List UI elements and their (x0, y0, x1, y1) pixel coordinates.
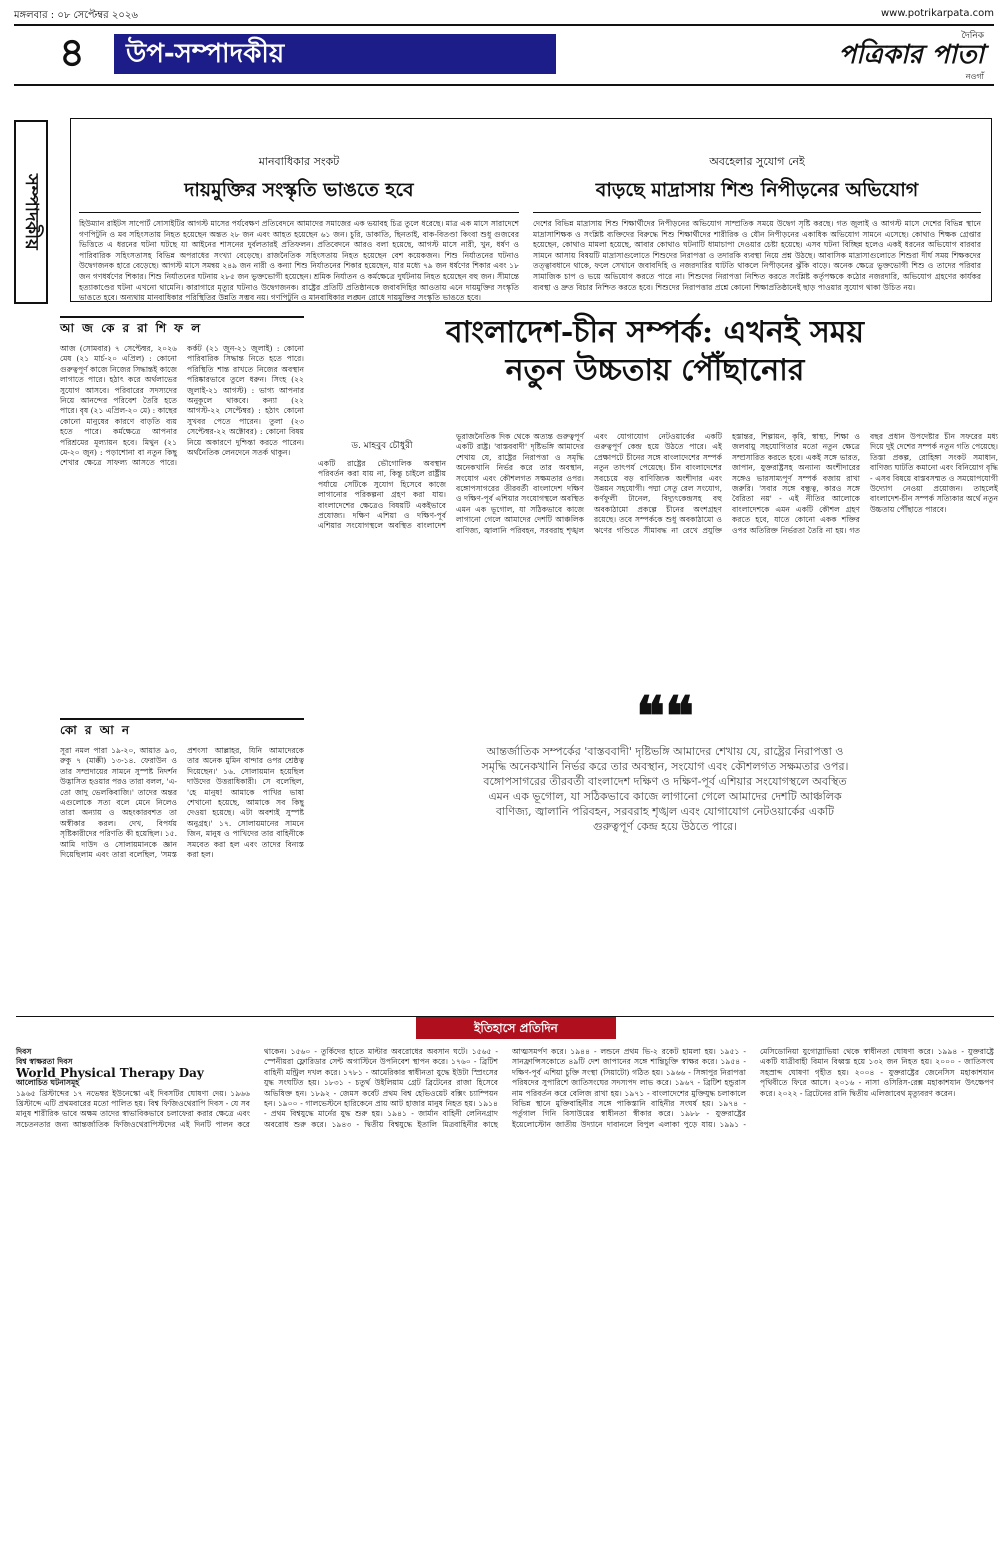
newspaper-logo (814, 31, 984, 81)
article-headline (312, 314, 998, 420)
editorial-box (70, 118, 992, 302)
editorial-right-body: দেশের বিভিন্ন মাদ্রাসায় শিশু শিক্ষার্থীদের নিপীড়নের অভিযোগ সাম্প্রতিক সময়ে উদ্বেগ সৃষ্টি করছে। গত জুলাই ও আগস্ট মাসে দেশের বিভিন্ন স্থানে মাদ্রাসাশিক্ষক ও সংশ্লিষ্ট ব্যক্তিদের বিরুদ্ধে শিশু শিক্ষার্থীদের শারীরিক ও যৌন নিপীড়নের একাধিক অভিযোগ সামনে এসেছে। কোথাও শিক্ষক গ্রেপ্তার হয়েছেন, কোথাও মামলা হয়েছে, আবার কোথাও ঘটনাটি ধামাচাপা দেওয়ার চেষ্টা হয়েছে। এসব ঘটনা বিচ্ছিন্ন হলেও একই ধরনের অভিযোগ বারবার সামনে আসায় বিষয়টি মাদ্রাসাগুলোতে শিশুদের নিরাপত্তা ও তদারকি ব্যবস্থা নিয়ে প্রশ্ন উঠছে। আবাসিক মাদ্রাসাগুলোতে শিশুরা দীর্ঘ সময় শিক্ষকদের তত্ত্বাবধানে থাকে, ফলে সেখানে জবাবদিহি ও নজরদারির ঘাটতি থাকলে নিপীড়নের ঝুঁকি বাড়ে। অনেক ক্ষেত্রে ভুক্তভোগী শিশু ও তাদের পরিবার সামাজিক চাপ ও ভয়ে অভিযোগ করতে পারে না। শিশুদের নিরাপত্তা নিশ্চিত করতে সংশ্লিষ্ট কর্তৃপক্ষকে কঠোর নজরদারি, অভিযোগ গ্রহণের কার্যকর ব্যবস্থা ও দ্রুত বিচার নিশ্চিত করতে হবে। শিশুদের নিরাপত্তার প্রশ্নে কোনো শিক্ষাপ্রতিষ্ঠানেই ছাড় পাওয়ার সুযোগ থাকা উচিত নয়। (533, 219, 981, 292)
horoscope-body: আজ (সোমবার) ৭ সেপ্টেম্বর, ২০২৬ মেষ (২১ মার্চ-২০ এপ্রিল) : কোনো গুরুত্বপূর্ণ কাজে নিজের সিদ্ধান্তই কাজে লাগাতে পারে। হঠাৎ করে অর্থলাভের সুযোগ আসবে। পরিবারের সদস্যদের নিয়ে আনন্দের পরিবেশ তৈরি হতে পারে। বৃষ (২১ এপ্রিল-২০ মে) : কাছের কোনো মানুষের কারণে বাড়তি ব্যয় হতে পারে। কর্মক্ষেত্রে আপনার পরিশ্রমের মূল্যায়ন হবে। মিথুন (২১ মে-২০ জুন) : পড়াশোনা বা নতুন কিছু শেখার ক্ষেত্রে সাফল্য আসতে পারে। কর্কট (২১ জুন-২১ জুলাই) : কোনো পারিবারিক সিদ্ধান্ত নিতে হতে পারে। পরিস্থিতি শান্ত রাখতে নিজের অবস্থান পরিষ্কারভাবে তুলে ধরুন। সিংহ (২২ জুলাই-২১ আগস্ট) : ভাগ্য আপনার অনুকূলে থাকবে। কন্যা (২২ আগস্ট-২২ সেপ্টেম্বর) : হঠাৎ কোনো সুখবর পেতে পারেন। তুলা (২৩ সেপ্টেম্বর-২২ অক্টোবর) : কোনো বিষয় নিয়ে অকারণে দুশ্চিন্তা করতে পারেন। অর্থনৈতিক লেনদেনে সতর্ক থাকুন। (60, 344, 304, 468)
history-text: ১৯৬৫ খ্রিস্টাব্দের ১৭ নভেম্বর ইউনেস্কো এই দিবসটির ঘোষণা দেয়। ১৯৬৬ খ্রিস্টাব্দে এটি প্রথমবারের মতো পালিত হয়। বিশ্ব ফিজিওথেরাপি দিবস - যে সব মানুষ শারীরিক ভাবে অক্ষম তাদের স্বাভাবিকভাবে চলাফেরা করার ক্ষেত্রে এবং সচেতনতার জন্য আন্তর্জাতিক ফিজিওথেরাপিস্টদের এই দিনটি পালন করে থাকেন। ১৫৬০ - তুর্কিদের হাতে মাল্টার অবরোধের অবসান ঘটে। ১৫৬৫ - স্পেনীয়রা ফ্লোরিডার সেন্ট অগাস্টিনে উপনিবেশ স্থাপন করে। ১৭৬০ - ব্রিটিশ বাহিনী মন্ট্রিল দখল করে। ১৭৮১ - আমেরিকার স্বাধীনতা যুদ্ধে ইউটা স্প্রিংসের যুদ্ধ সংঘটিত হয়। ১৮৩১ - চতুর্থ উইলিয়াম গ্রেট ব্রিটেনের রাজা হিসেবে অভিষিক্ত হন। ১৮৯২ - জেমস কর্বেট প্রথম বিশ্ব হেভিওয়েট বক্সিং চ্যাম্পিয়ন হন। ১৯০০ - গালভেস্টনে হারিকেনে প্রায় আট হাজার মানুষ নিহত হয়। ১৯১৪ - প্রথম বিশ্বযুদ্ধে মার্নের যুদ্ধ শুরু হয়। ১৯৪১ - জার্মান বাহিনী লেনিনগ্রাদ অবরোধ শুরু করে। ১৯৪৩ - দ্বিতীয় বিশ্বযুদ্ধে ইতালি মিত্রবাহিনীর কাছে আত্মসমর্পণ করে। ১৯৪৪ - লন্ডনে প্রথম ভি-২ রকেট হামলা হয়। ১৯৫১ - সানফ্রান্সিসকোতে ৪৯টি দেশ জাপানের সঙ্গে শান্তিচুক্তি স্বাক্ষর করে। ১৯৫৪ - দক্ষিণ-পূর্ব এশিয়া চুক্তি সংস্থা (সিয়াটো) গঠিত হয়। ১৯৬৬ - সিঙ্গাপুর নিরাপত্তা পরিষদের সুপারিশে জাতিসংঘের সদস্যপদ লাভ করে। ১৯৬৭ - ব্রিটিশ হন্ডুরাস নাম পরিবর্তন করে বেলিজ রাখা হয়। ১৯৭১ - বাংলাদেশের মুক্তিযুদ্ধ চলাকালে বিভিন্ন স্থানে মুক্তিবাহিনীর সঙ্গে পাকিস্তানি বাহিনীর সংঘর্ষ হয়। ১৯৭৪ - পর্তুগাল গিনি বিসাউয়ের স্বাধীনতা স্বীকার করে। ১৯৮৮ - যুক্তরাষ্ট্রের ইয়েলোস্টোন জাতীয় উদ্যানে দাবানলে বিপুল এলাকা পুড়ে যায়। ১৯৯১ - মেসিডোনিয়া যুগোস্লাভিয়া থেকে স্বাধীনতা ঘোষণা করে। ১৯৯৪ - যুক্তরাষ্ট্রে একটি যাত্রীবাহী বিমান বিধ্বস্ত হয়ে ১৩২ জন নিহত হয়। ২০০০ - জাতিসংঘ সহস্রাব্দ ঘোষণা গৃহীত হয়। ২০০৪ - যুক্তরাষ্ট্রের জেনেসিস মহাকাশযান পৃথিবীতে ফিরে আসে। ২০১৬ - নাসা ওসিরিস-রেক্স মহাকাশযান উৎক্ষেপণ করে। ২০২২ - ব্রিটেনের রানি দ্বিতীয় এলিজাবেথ মৃত্যুবরণ করেন। (16, 1047, 994, 1129)
top-rule (14, 24, 994, 26)
article-title-line1: বাংলাদেশ-চীন সম্পর্ক: এখনই সময় (445, 315, 865, 350)
history-heading: দিবস (16, 1047, 32, 1056)
history-events-label: আলোচিত ঘটনাসমূহ (16, 1078, 80, 1088)
page-header (14, 30, 994, 84)
history-english-day: World Physical Therapy Day (16, 1065, 204, 1080)
quote-mark-icon: ❝❝ (635, 684, 695, 748)
header-rule (14, 84, 994, 86)
logo-text: পত্রিকার পাতা (838, 40, 984, 70)
logo-tagline: নওগাঁ (965, 72, 984, 81)
history-section (16, 1016, 994, 1537)
horoscope-section (60, 316, 304, 692)
editorial-left-title: দায়মুক্তির সংস্কৃতি ভাঙতে হবে (79, 176, 519, 213)
editorial-right (533, 119, 981, 301)
quran-section (60, 718, 304, 1010)
editorial-left-body: হিউম্যান রাইটস সাপোর্ট সোসাইটির আগস্ট মাসের পর্যবেক্ষণ প্রতিবেদনে আমাদের সমাজের এক ভয়াবহ চিত্র তুলে ধরেছে। মাত্র এক মাসে সারাদেশে গণপিটুনি ও মব সহিংসতায় নিহত হয়েছেন অন্তত ২৮ জন এবং আহত হয়েছেন ৬১ জন। চুরি, ডাকাতি, ছিনতাই, বাক-বিতণ্ডা কিংবা শুধু গুজবের ভিত্তিতে এ ধরনের ঘটনা ঘটছে যা আইনের শাসনের দুর্বলতারই প্রতিফলন। প্রতিবেদনে আরও বলা হয়েছে, আগস্ট মাসে নারী, খুন, ধর্ষণ ও পারিবারিক সহিংসতাসহ বিভিন্ন অপরাধের সংখ্যা বেড়েছে। রাজনৈতিক সহিংসতায় নিহত হয়েছেন বেশ কয়েকজন। শিশু নির্যাতনের ঘটনাও উদ্বেগজনক হারে বেড়েছে। আগস্ট মাসে সমন্বয় ২৪৯ জন নারী ও কন্যা শিশু নির্যাতনের শিকার হয়েছেন, যার মধ্যে ৭৯ জন ধর্ষণের শিকার এবং ১৮ জন গণধর্ষণের শিকার। শিশু নির্যাতনের ঘটনায় ২৮৫ জন ভুক্তভোগী হয়েছেন। শ্রমিক নির্যাতন ও কর্মক্ষেত্রে দুর্ঘটনায় নিহত হয়েছেন বহু জন। সীমান্তে হত্যাকাণ্ডের ঘটনা এখনো থামেনি। কারাগারে মৃত্যুর ঘটনাও উদ্বেগজনক। রাষ্ট্রের প্রতিটি প্রতিষ্ঠানকে জবাবদিহির আওতায় এনে দায়মুক্তির সংস্কৃতি ভাঙতে হবে। অন্যথায় মানবাধিকার পরিস্থিতির উন্নতি সম্ভব নয়। গণপিটুনি ও মানবাধিকার লঙ্ঘন রোধে দায়মুক্তির সংস্কৃতি ভাঙতে হবে। (79, 219, 519, 303)
history-body (16, 1047, 994, 1537)
top-bar (14, 6, 994, 22)
section-title: উপ-সম্পাদকীয় (114, 34, 556, 74)
history-subheading: বিশ্ব স্বাক্ষরতা দিবস (16, 1057, 73, 1067)
pull-quote (480, 684, 850, 848)
page-number: ৪ (59, 29, 85, 76)
editorial-side-label: সম্পাদকীয় (14, 120, 48, 304)
article-body: একটি রাষ্ট্রের ভৌগোলিক অবস্থান পরিবর্তন করা যায় না, কিন্তু চাইলে রাষ্ট্রীয় পর্যায়ে সেটিকে সুযোগ হিসেবে কাজে লাগানোর পরিকল্পনা গ্রহণ করা যায়। বাংলাদেশের ক্ষেত্রেও বিষয়টি একইভাবে প্রযোজ্য। দক্ষিণ এশিয়া ও দক্ষিণ-পূর্ব এশিয়ার সংযোগস্থলে অবস্থিত বাংলাদেশ ভূরাজনৈতিক দিক থেকে অত্যন্ত গুরুত্বপূর্ণ একটি রাষ্ট্র। 'বাস্তববাদী' দৃষ্টিভঙ্গি আমাদের শেখায় যে, রাষ্ট্রের নিরাপত্তা ও সমৃদ্ধি অনেকখানি নির্ভর করে তার অবস্থান, সংযোগ এবং কৌশলগত সক্ষমতার ওপর। বঙ্গোপসাগরের তীরবর্তী বাংলাদেশ দক্ষিণ ও দক্ষিণ-পূর্ব এশিয়ার সংযোগস্থলে অবস্থিত এমন এক ভূগোল, যা সঠিকভাবে কাজে লাগানো গেলে আমাদের দেশটি আঞ্চলিক বাণিজ্য, জ্বালানি পরিবহন, সরবরাহ শৃঙ্খল এবং যোগাযোগ নেটওয়ার্কের একটি গুরুত্বপূর্ণ কেন্দ্র হয়ে উঠতে পারে। এই প্রেক্ষাপটে চীনের সঙ্গে বাংলাদেশের সম্পর্ক নতুন তাৎপর্য পেয়েছে। চীন বাংলাদেশের সবচেয়ে বড় বাণিজ্যিক অংশীদার এবং উন্নয়ন সহযোগী। পদ্মা সেতু রেল সংযোগ, কর্ণফুলী টানেল, বিদ্যুৎকেন্দ্রসহ বহু অবকাঠামো প্রকল্পে চীনের অংশগ্রহণ রয়েছে। তবে সম্পর্ককে শুধু অবকাঠামো ও ঋণের গণ্ডিতে সীমাবদ্ধ না রেখে প্রযুক্তি হস্তান্তর, শিল্পায়ন, কৃষি, স্বাস্থ্য, শিক্ষা ও জলবায়ু সহযোগিতার মতো নতুন ক্ষেত্রে সম্প্রসারিত করতে হবে। একই সঙ্গে ভারত, জাপান, যুক্তরাষ্ট্রসহ অন্যান্য অংশীদারের সঙ্গেও ভারসাম্যপূর্ণ সম্পর্ক বজায় রাখা জরুরি। 'সবার সঙ্গে বন্ধুত্ব, কারও সঙ্গে বৈরিতা নয়' - এই নীতির আলোকে বাংলাদেশকে এমন একটি কৌশল গ্রহণ করতে হবে, যাতে কোনো একক শক্তির ওপর অতিরিক্ত নির্ভরতা তৈরি না হয়। গত বছর প্রধান উপদেষ্টার চীন সফরের মধ্য দিয়ে দুই দেশের সম্পর্ক নতুন গতি পেয়েছে। তিস্তা প্রকল্প, রোহিঙ্গা সংকট সমাধান, বাণিজ্য ঘাটতি কমানো এবং বিনিয়োগ বৃদ্ধি - এসব বিষয়ে বাস্তবসম্মত ও সময়োপযোগী উদ্যোগ নেওয়া প্রয়োজন। তাহলেই বাংলাদেশ-চীন সম্পর্ক সত্যিকার অর্থে নতুন উচ্চতায় পৌঁছাতে পারবে। (318, 432, 998, 535)
logo-prefix: দৈনিক (961, 31, 984, 41)
editorial-left (79, 119, 519, 301)
pull-quote-text: আন্তর্জাতিক সম্পর্কের 'বাস্তববাদী' দৃষ্টিভঙ্গি আমাদের শেখায় যে, রাষ্ট্রের নিরাপত্তা ও সমৃদ্ধি অনেকখানি নির্ভর করে তার অবস্থান, সংযোগ এবং কৌশলগত সক্ষমতার ওপর। বঙ্গোপসাগরের তীরবর্তী বাংলাদেশ দক্ষিণ ও দক্ষিণ-পূর্ব এশিয়ার সংযোগস্থলে অবস্থিত এমন এক ভূগোল, যা সঠিকভাবে কাজে লাগানো গেলে আমাদের দেশটি আঞ্চলিক বাণিজ্য, জ্বালানি পরিবহন, সরবরাহ শৃঙ্খল এবং যোগাযোগ নেটওয়ার্কের একটি গুরুত্বপূর্ণ কেন্দ্র হয়ে উঠতে পারে। (481, 745, 849, 833)
website-url[interactable]: www.potrikarpata.com (881, 8, 994, 19)
editorial-right-title: বাড়ছে মাদ্রাসায় শিশু নিপীড়নের অভিযোগ (533, 176, 981, 213)
history-banner: ইতিহাসে প্রতিদিন (416, 1017, 616, 1039)
article-title-line2: নতুন উচ্চতায় পৌঁছানোর (505, 353, 805, 388)
horoscope-title: আ জ কে র রা শি ফ ল (60, 321, 203, 335)
editorial-left-kicker: মানবাধিকার সংকট (258, 155, 340, 168)
editorial-right-kicker: অবহেলার সুযোগ নেই (709, 155, 805, 168)
quran-body: সূরা নমল পারা ১৯-২০, আয়াত ৯৩, রুকু ৭ (মাক্কী) ১৩-১৪. ফেরাউন ও তার সম্প্রদায়ের সামনে সুস্পষ্ট নিদর্শন উদ্ভাসিত হওয়ার পরও তারা বলল, 'এ-তো জাদু ভেলকিবাজি।' তাদের অন্তর এগুলোকে সত্য বলে মেনে নিলেও তারা অন্যায় ও অহংকারবশত তা অস্বীকার করল। দেখ, বিপর্যয় সৃষ্টিকারীদের পরিণতি কী হয়েছিল। ১৫. আমি দাউদ ও সোলায়মানকে জ্ঞান দিয়েছিলাম এবং তারা বলেছিল, 'সমস্ত প্রশংসা আল্লাহর, যিনি আমাদেরকে তার অনেক মুমিন বান্দার ওপর শ্রেষ্ঠত্ব দিয়েছেন।' ১৬. সোলায়মান হয়েছিল দাউদের উত্তরাধিকারী। সে বলেছিল, 'হে মানুষ! আমাকে পাখির ভাষা শেখানো হয়েছে, আমাকে সব কিছু দেওয়া হয়েছে। এটা অবশ্যই সুস্পষ্ট অনুগ্রহ।' ১৭. সোলায়মানের সামনে জিন, মানুষ ও পাখিদের তার বাহিনীকে সমবেত করা হল এবং তাদের বিন্যস্ত করা হল। (60, 746, 304, 860)
article-byline: ড. মাহবুব চৌধুরী (351, 441, 413, 451)
quran-title: কো র আ ন (60, 723, 132, 737)
issue-date: মঙ্গলবার : ০৮ সেপ্টেম্বর ২০২৬ (14, 10, 138, 21)
